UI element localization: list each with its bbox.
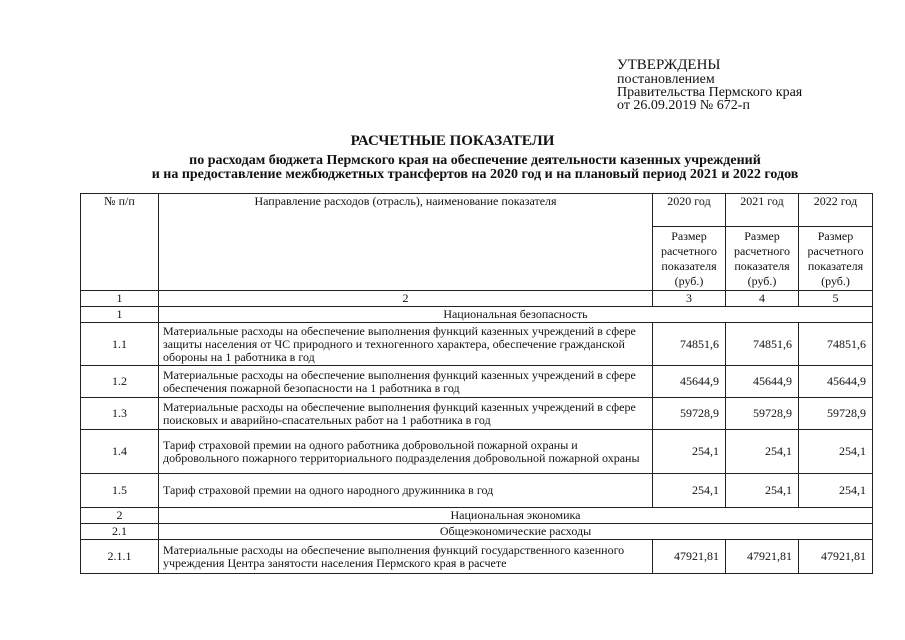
section-row (81, 524, 873, 540)
col-number: 1 (81, 291, 159, 307)
approval-line-2: Правительства Пермского края (617, 85, 803, 100)
row-number: 2 (81, 508, 159, 524)
table-row (81, 323, 873, 366)
row-number: 2.1.1 (81, 540, 159, 574)
header-direction: Направление расходов (отрасль), наименование показателя (159, 194, 653, 291)
value-2022: 254,1 (799, 474, 873, 508)
value-2020: 47921,81 (653, 540, 726, 574)
approval-stamp (617, 58, 802, 112)
value-2022: 47921,81 (799, 540, 873, 574)
row-description: Тариф страховой премии на одного народного дружинника в год (159, 474, 653, 508)
indicators-table (80, 193, 873, 574)
row-description: Материальные расходы на обеспечение выполнения функций государственного казенного учреждения Центра занятости населения Пермского края в расчете (159, 540, 653, 574)
value-2021: 59728,9 (726, 398, 799, 430)
approval-heading: УТВЕРЖДЕНЫ (617, 57, 721, 73)
column-numbers-row (81, 291, 873, 307)
section-row (81, 307, 873, 323)
table-row (81, 366, 873, 398)
row-number: 1.1 (81, 323, 159, 366)
value-2021: 45644,9 (726, 366, 799, 398)
col-number: 4 (726, 291, 799, 307)
section-title: Национальная безопасность (159, 307, 873, 323)
value-2021: 47921,81 (726, 540, 799, 574)
row-number: 1.2 (81, 366, 159, 398)
row-description: Материальные расходы на обеспечение выполнения функций казенных учреждений в сфере защиты населения от ЧС природного и техногенного характера, обеспечение гражданской обороны на 1 работника в год (159, 323, 653, 366)
col-number: 2 (159, 291, 653, 307)
section-title: Общеэкономические расходы (159, 524, 873, 540)
table-row (81, 398, 873, 430)
value-2020: 254,1 (653, 474, 726, 508)
value-2022: 45644,9 (799, 366, 873, 398)
value-2020: 74851,6 (653, 323, 726, 366)
value-2020: 59728,9 (653, 398, 726, 430)
header-unit-2020: Размер расчетного показателя (руб.) (653, 227, 726, 291)
value-2020: 45644,9 (653, 366, 726, 398)
row-number: 2.1 (81, 524, 159, 540)
header-year-2020: 2020 год (653, 194, 726, 227)
row-description: Тариф страховой премии на одного работника добровольной пожарной охраны и добровольного пожарного территориального подразделения добровольной пожарной охраны (159, 430, 653, 474)
table-row (81, 474, 873, 508)
header-unit-2021: Размер расчетного показателя (руб.) (726, 227, 799, 291)
section-row (81, 508, 873, 524)
document-subtitle (80, 154, 870, 182)
subtitle-line-1: по расходам бюджета Пермского края на обеспечение деятельности казенных учреждений (189, 153, 761, 168)
header-unit-2022: Размер расчетного показателя (руб.) (799, 227, 873, 291)
row-description: Материальные расходы на обеспечение выполнения функций казенных учреждений в сфере поисковых и аварийно-спасательных работ на 1 работника в год (159, 398, 653, 430)
row-number: 1.5 (81, 474, 159, 508)
subtitle-line-2: и на предоставление межбюджетных трансфертов на 2020 год и на плановый период 2021 и 2022 годов (151, 167, 799, 182)
col-number: 3 (653, 291, 726, 307)
approval-line-3: от 26.09.2019 № 672-п (617, 98, 750, 113)
row-number: 1 (81, 307, 159, 323)
header-year-2021: 2021 год (726, 194, 799, 227)
row-number: 1.3 (81, 398, 159, 430)
table-row (81, 430, 873, 474)
approval-line-1: постановлением (617, 72, 715, 87)
value-2021: 74851,6 (726, 323, 799, 366)
value-2022: 254,1 (799, 430, 873, 474)
value-2021: 254,1 (726, 474, 799, 508)
value-2020: 254,1 (653, 430, 726, 474)
section-title: Национальная экономика (159, 508, 873, 524)
row-number: 1.4 (81, 430, 159, 474)
value-2022: 74851,6 (799, 323, 873, 366)
value-2021: 254,1 (726, 430, 799, 474)
col-number: 5 (799, 291, 873, 307)
table-row (81, 540, 873, 574)
document-title: РАСЧЕТНЫЕ ПОКАЗАТЕЛИ (350, 133, 555, 149)
value-2022: 59728,9 (799, 398, 873, 430)
header-year-2022: 2022 год (799, 194, 873, 227)
row-description: Материальные расходы на обеспечение выполнения функций казенных учреждений в сфере обеспечения пожарной безопасности на 1 работника в год (159, 366, 653, 398)
header-num: № п/п (81, 194, 159, 291)
